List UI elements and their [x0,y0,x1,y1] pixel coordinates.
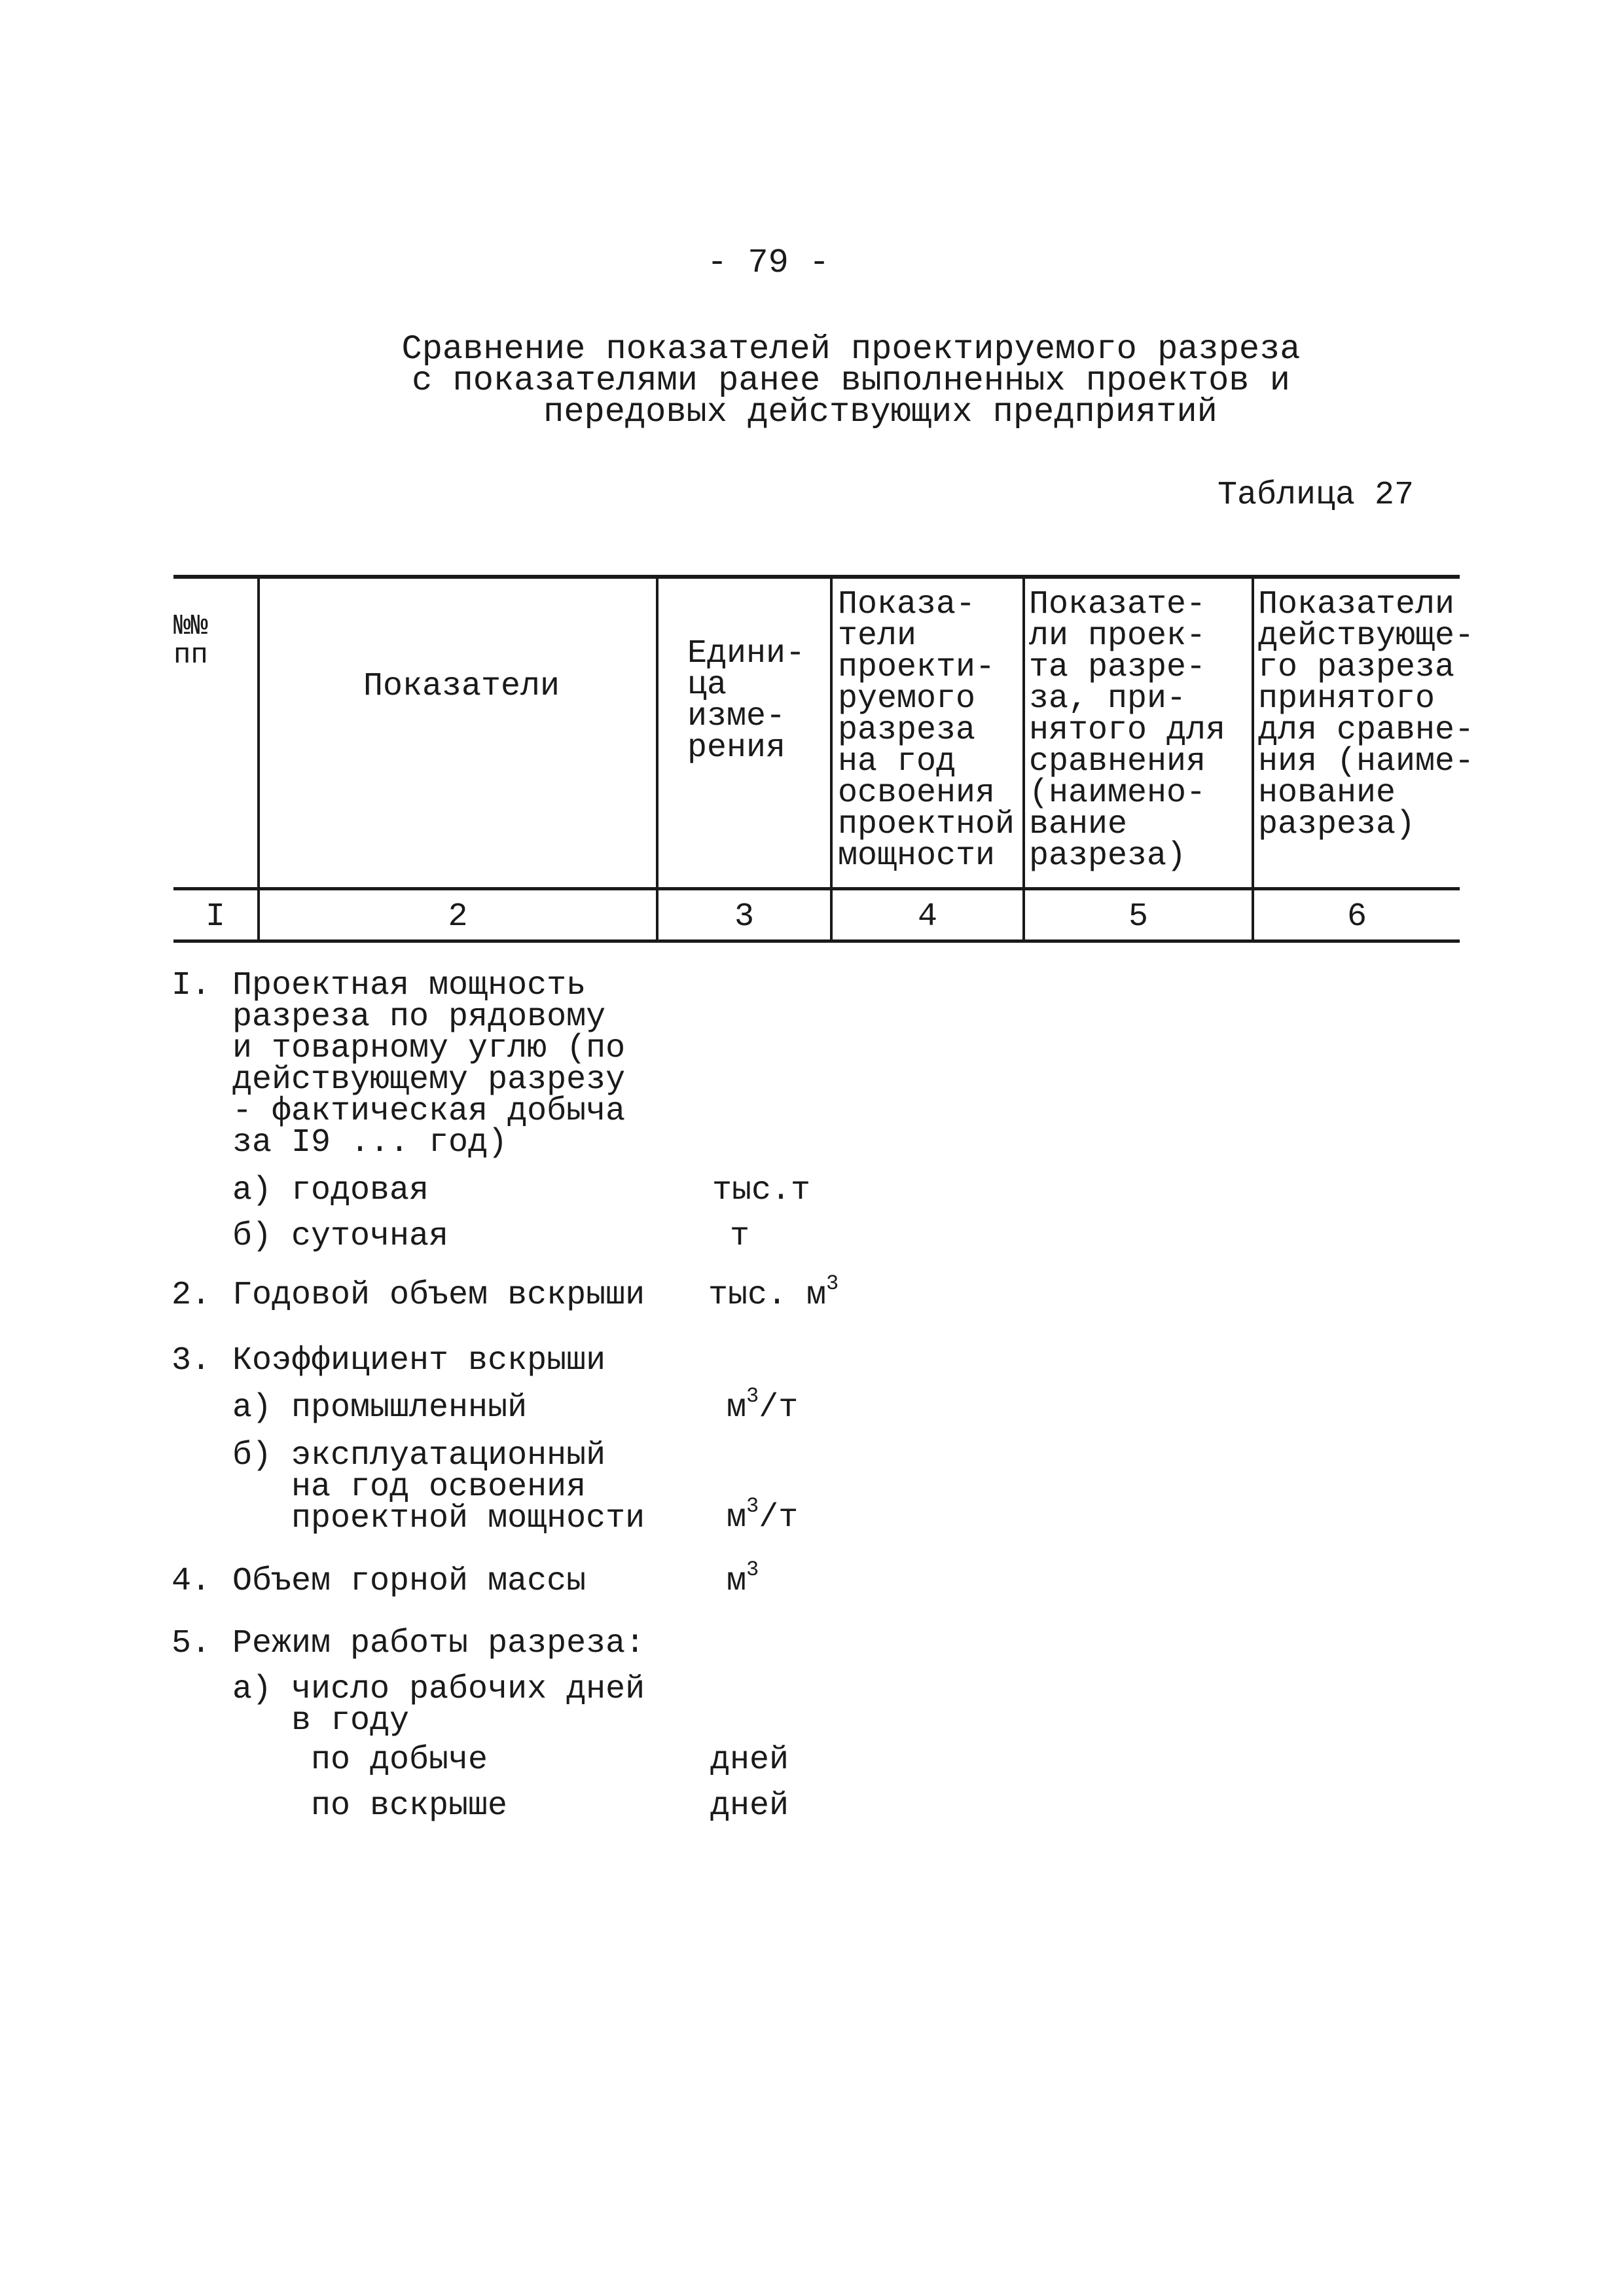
row-3b-unit-post: /т [759,1499,799,1537]
row-2-number: 2. [171,1277,211,1314]
header-bottom-rule [173,887,1460,890]
col-number-4: 4 [917,898,937,936]
col-number-1: I [205,898,225,936]
row-5a2-unit: дней [710,1787,789,1825]
title-line-1: Сравнение показателей проектируемого разреза [401,330,1301,369]
row-3a-unit-post: /т [759,1389,799,1427]
header-col-2: Показатели [363,668,560,705]
col-divider-2 [656,579,659,942]
row-1-label: Проектная мощность разреза по рядовому и товарному углю (по действующему разрезу - фактическая добыча за I9 ... год) [232,967,626,1161]
row-1a-unit: тыс.т [712,1172,811,1209]
row-3b-unit-exponent: 3 [746,1494,759,1518]
row-3-number: 3. [171,1342,211,1379]
row-4-unit-exponent: 3 [746,1558,759,1582]
table-top-rule [173,575,1460,579]
row-3a-unit-pre: м [727,1389,747,1427]
row-5a1-label: по добыче [311,1741,488,1779]
col-divider-3 [830,579,833,942]
row-3a-unit [727,1384,799,1427]
row-4-unit-pre: м [727,1563,747,1600]
row-2-unit [708,1271,839,1314]
header-col-3: Едини- ца изме- рения [687,635,806,767]
row-5a-label: а) число рабочих дней в году [232,1671,645,1740]
row-4-label: Объем горной массы [232,1563,586,1600]
col-number-2: 2 [448,898,468,936]
row-1b-unit: т [730,1218,750,1255]
header-col-4: Показа- тели проекти- руемого разреза на год освоения проектной мощности [838,586,1015,875]
header-col-1: №№ пп [173,610,208,672]
row-4-unit [727,1558,759,1600]
row-2-unit-text: тыс. м [708,1277,827,1314]
col-divider-1 [257,579,260,942]
col-number-3: 3 [734,898,754,936]
col-number-5: 5 [1128,898,1148,936]
col-number-6: 6 [1346,898,1367,936]
col-divider-4 [1022,579,1025,942]
table-title [367,330,1335,431]
row-1-number: I. [171,967,211,1004]
number-row-bottom-rule [173,939,1460,943]
row-3a-label: а) промышленный [232,1389,528,1427]
title-line-2: с показателями ранее выполненных проектов и [412,361,1290,400]
row-3-label: Коэффициент вскрыши [232,1342,606,1379]
row-3b-label: б) эксплуатационный на год освоения проектной мощности [232,1437,645,1537]
row-3b-unit-pre: м [727,1499,747,1537]
row-4-number: 4. [171,1563,211,1600]
title-line-3: передовых действующих предприятий [543,393,1218,431]
row-2-label: Годовой объем вскрыши [232,1277,645,1314]
row-3b-unit [727,1494,799,1537]
row-5a2-label: по вскрыше [311,1787,508,1825]
header-col-6: Показатели действующе- го разреза принятого для сравне- ния (наиме- нование разреза) [1258,586,1475,843]
row-5a1-unit: дней [710,1741,789,1779]
row-5-number: 5. [171,1625,211,1662]
row-1a-label: а) годовая [232,1172,429,1209]
header-col-5: Показате- ли проек- та разре- за, при- нятого для сравнения (наимено- вание разреза) [1029,586,1226,875]
row-1b-label: б) суточная [232,1218,449,1255]
row-5-label: Режим работы разреза: [232,1625,645,1662]
col-divider-5 [1252,579,1254,942]
page-number: - 79 - [707,244,830,282]
table-label: Таблица 27 [1218,477,1415,514]
row-2-unit-exponent: 3 [826,1271,839,1296]
row-3a-unit-exponent: 3 [746,1384,759,1408]
